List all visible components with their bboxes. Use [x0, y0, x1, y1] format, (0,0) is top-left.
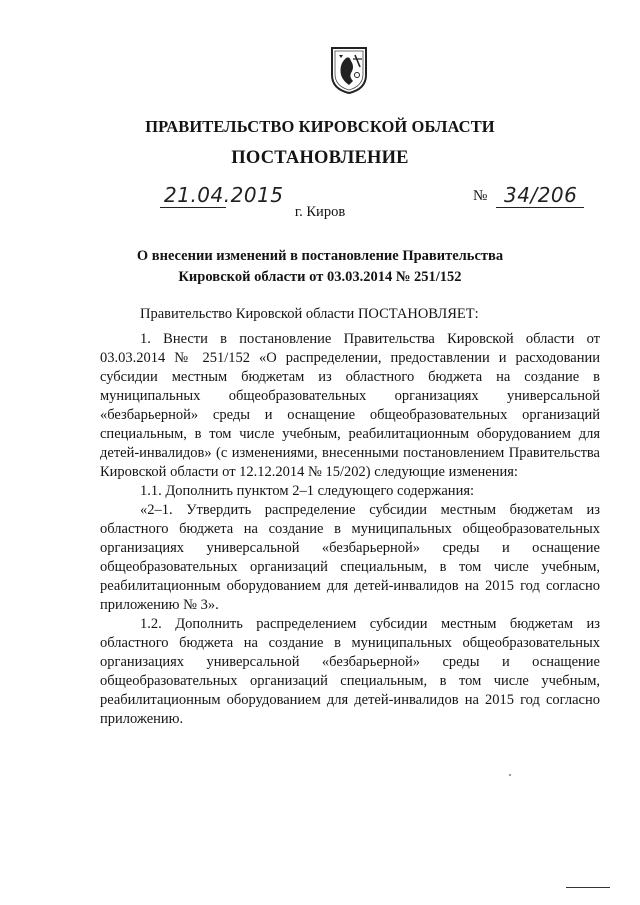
number-label: № — [473, 188, 488, 204]
handwritten-date: 21.04.2015 — [164, 183, 284, 207]
city: г. Киров — [294, 204, 346, 220]
paragraph-1: 1. Внести в постановление Правительства Кировской области от 03.03.2014 № 251/152 «О распределении, предоставлении и расходовании субсидии местным бюджетам из областного бюджета на создание в муниципальных общеобразовательных организациях универсальной «безбарьерной» среды и оснащение общеобразовательных организаций специальным, в том числе учебным, реабилитационным оборудованием для детей-инвалидов» (с изменениями, внесенными постановлением Правительства Кировской области от 12.12.2014 № 15/202) следующие изменения: — [100, 331, 600, 480]
subject-heading — [0, 246, 640, 288]
government-title: ПРАВИТЕЛЬСТВО КИРОВСКОЙ ОБЛАСТИ — [145, 117, 495, 136]
scan-speck — [509, 774, 511, 776]
document-body — [100, 305, 600, 729]
document-type: ПОСТАНОВЛЕНИЕ — [231, 148, 409, 168]
kirov-oblast-coat-of-arms-icon — [329, 45, 369, 95]
subject-line-1: О внесении изменений в постановление Правительства — [136, 248, 504, 264]
paragraph-1-1-text: «2–1. Утвердить распределение субсидии местным бюджетам из областного бюджета на создание в муниципальных общеобразовательных организациях универсальной «безбарьерной» среды и оснащение общеобразовательных организаций специальным, в том числе учебным, реабилитационным оборудованием для детей-инвалидов на 2015 год согласно приложению № 3». — [100, 502, 600, 613]
handwritten-number: 34/206 — [504, 183, 578, 207]
subject-line-2: Кировской области от 03.03.2014 № 251/152 — [178, 269, 462, 285]
paragraph-1-2: 1.2. Дополнить распределением субсидии местным бюджетам из областного бюджета на создание в муниципальных общеобразовательных организациях универсальной «безбарьерной» среды и оснащение общеобразовательных организаций специальным, в том числе учебным, реабилитационным оборудованием для детей-инвалидов на 2015 год согласно приложению. — [100, 616, 600, 727]
paragraph-1-1: 1.1. Дополнить пунктом 2–1 следующего содержания: — [140, 483, 475, 499]
footer-line — [566, 887, 610, 888]
preamble: Правительство Кировской области ПОСТАНОВЛЯЕТ: — [140, 306, 479, 322]
